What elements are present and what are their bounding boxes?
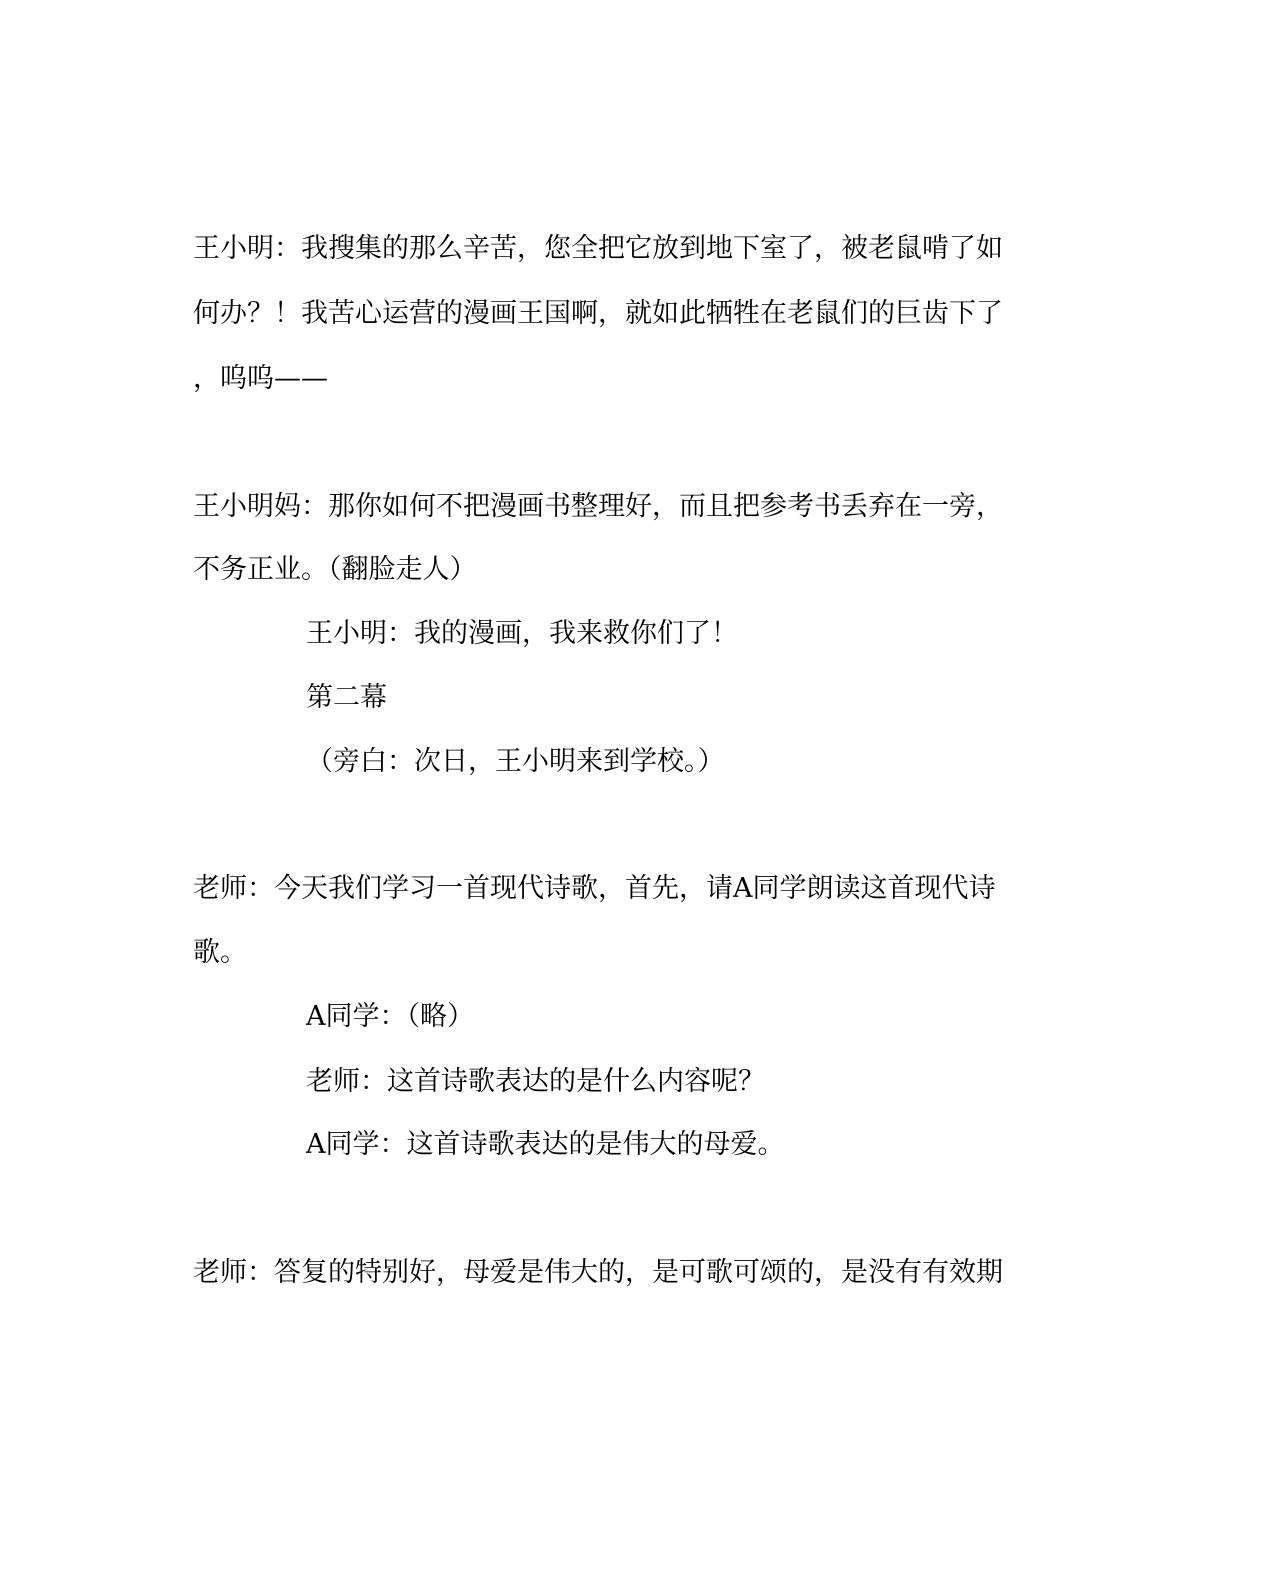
dialogue-line: ，呜呜—— <box>193 363 328 394</box>
dialogue-line: 王小明妈：那你如何不把漫画书整理好，而且把参考书丢弃在一旁， <box>193 491 1003 522</box>
dialogue-line: 不务正业。（翻脸走人） <box>193 554 477 585</box>
dialogue-line: 歌。 <box>193 937 247 968</box>
act-heading: 第二幕 <box>306 682 387 713</box>
dialogue-line: A同学：这首诗歌表达的是伟大的母爱。 <box>306 1129 785 1160</box>
dialogue-line: A同学：（略） <box>306 1001 474 1032</box>
dialogue-line: 何办？！我苦心运营的漫画王国啊，就如此牺牲在老鼠们的巨齿下了 <box>193 298 1003 329</box>
dialogue-line: 老师：这首诗歌表达的是什么内容呢？ <box>306 1066 765 1097</box>
dialogue-line: 王小明：我的漫画，我来救你们了！ <box>306 618 738 649</box>
dialogue-line: 老师：答复的特别好，母爱是伟大的，是可歌可颂的，是没有有效期 <box>193 1257 1003 1288</box>
narration-line: （旁白：次日，王小明来到学校。） <box>306 746 725 777</box>
dialogue-line: 老师：今天我们学习一首现代诗歌，首先，请A同学朗读这首现代诗 <box>193 873 996 904</box>
dialogue-line: 王小明：我搜集的那么辛苦，您全把它放到地下室了，被老鼠啃了如 <box>193 233 1003 264</box>
